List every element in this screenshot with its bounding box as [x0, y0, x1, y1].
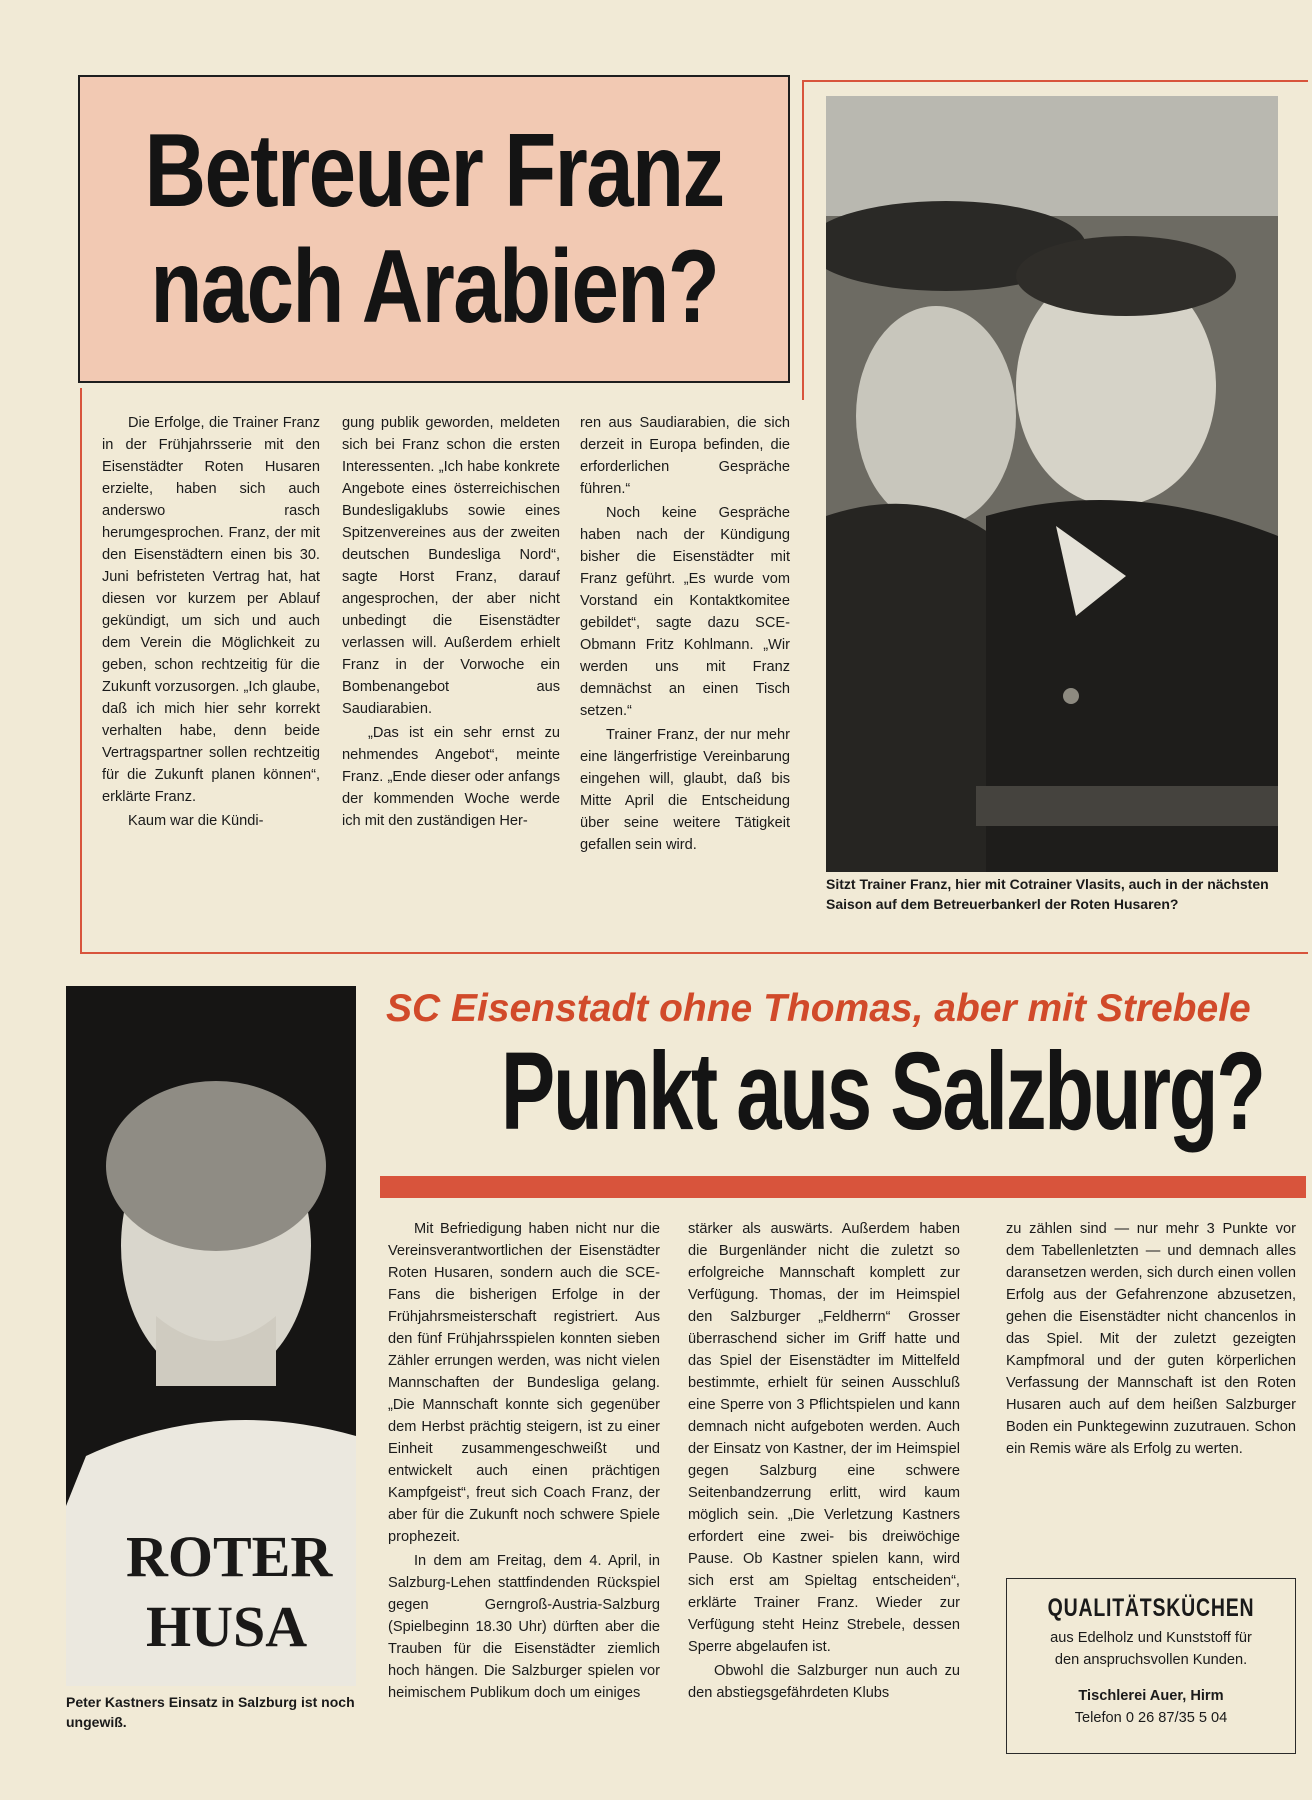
headline-red-bar [380, 1176, 1306, 1198]
ad-phone: Telefon 0 26 87/35 5 04 [1074, 1710, 1228, 1726]
shirt-text-line-2: HUSA [146, 1594, 308, 1659]
ad-title: QUALITÄTSKÜCHEN [1047, 1594, 1255, 1622]
paragraph: Kaum war die Kündi- [128, 813, 264, 829]
trainer-photo [826, 96, 1278, 872]
trainer-photo-caption: Sitzt Trainer Franz, hier mit Cotrainer Vlasits, auch in der nächsten Saison auf dem Betreuerbankerl der Roten Husaren? [826, 876, 1269, 912]
paragraph: gung publik geworden, meldeten sich bei Franz schon die ersten Interessenten. „Ich habe konkrete Angebote eines österreichischen Bundesligaklubs sowie eines Spitzenvereines aus der zweiten deutschen Bundesliga Nord“, sagte Horst Franz, darauf angesprochen, der aber nicht unbedingt die Eisenstädter verlassen will. Außerdem erhielt Franz in der Vorwoche ein Bombenangebot aus Saudiarabien. [342, 415, 560, 717]
article2-kicker: SC Eisenstadt ohne Thomas, aber mit Strebele [386, 987, 1251, 1030]
article1-column-1 [102, 412, 320, 832]
kastner-photo [66, 986, 356, 1686]
frame-rule-top [802, 80, 1308, 82]
paragraph: „Das ist ein sehr ernst zu nehmendes Angebot“, meinte Franz. „Ende dieser oder anfangs der kommenden Woche werde ich mit den zuständigen Her- [342, 725, 560, 829]
paragraph: Obwohl die Salzburger nun auch zu den abstiegsgefährdeten Klubs [688, 1663, 960, 1701]
kastner-photo-caption: Peter Kastners Einsatz in Salzburg ist noch ungewiß. [66, 1694, 355, 1730]
article2-column-3 [1006, 1218, 1296, 1460]
headline-line-1: Betreuer Franz [144, 112, 724, 229]
advertisement-box [1006, 1578, 1296, 1754]
trainer-photo-illustration [826, 96, 1278, 872]
headline-line-2: nach Arabien? [150, 229, 718, 345]
paragraph: In dem am Freitag, dem 4. April, in Salzburg-Lehen stattfindenden Rückspiel gegen Gerngroß-Austria-Salzburg (Spielbeginn 18.30 Uhr) dürften aber die Trauben für die Eisenstädter ziemlich hoch hängen. Die Salzburger spielen vor heimischem Publikum doch um einiges [388, 1553, 660, 1701]
paragraph: Noch keine Gespräche haben nach der Kündigung bisher die Eisenstädter mit Franz geführt. „Es wurde vom Vorstand ein Kontaktkomitee gebildet“, sagte dazu SCE-Obmann Fritz Kohlmann. „Wir werden uns mit Franz demnächst an einen Tisch setzen.“ [580, 505, 790, 719]
paragraph: Mit Befriedigung haben nicht nur die Vereinsverantwortlichen der Eisenstädter Roten Husaren, sondern auch die SCE-Fans die bisherigen Erfolge in der Frühjahrsmeisterschaft registriert. Aus den fünf Frühjahrsspielen konnten sieben Zähler errungen werden, was nicht vielen Mannschaften der Bundesliga gelang. „Die Mannschaft konnte sich gegenüber dem Herbst prächtig steigern, ist zu einer Einheit zusammengeschweißt und entwickelt auch einen prächtigen Kampfgeist“, freut sich Coach Franz, der aber für die Zukunft noch schwere Spiele prophezeit. [388, 1221, 660, 1545]
ad-company: Tischlerei Auer, Hirm [1078, 1688, 1224, 1704]
paragraph: zu zählen sind — nur mehr 3 Punkte vor dem Tabellenletzten — und demnach alles daransetzen werden, sich durch einen vollen Erfolg aus der Gefahrenzone abzusetzen, gehen die Eisenstädter nicht chancenlos in das Spiel. Mit der zuletzt gezeigten Kampfmoral und der guten körperlichen Verfassung der Mannschaft ist den Roten Husaren auch auf dem heißen Salzburger Boden ein Punktegewinn zuzutrauen. Schon ein Remis wäre als Erfolg zu werten. [1006, 1221, 1296, 1457]
paragraph: Die Erfolge, die Trainer Franz in der Frühjahrsserie mit den Eisenstädter Roten Husaren erzielte, haben sich auch anderswo rasch herumgesprochen. Franz, der mit den Eisenstädtern einen bis 30. Juni befristeten Vertrag hat, hat diesen vor kurzem per Ablauf gekündigt, um sich und auch dem Verein die Möglichkeit zu geben, schon rechtzeitig für die Zukunft vorzusorgen. „Ich glaube, daß ich mich hier sehr korrekt verhalten habe, denn beide Vertragspartner sollen rechtzeitig für die Zukunft planen können“, erklärte Franz. [102, 415, 320, 805]
frame-rule-left [80, 388, 82, 953]
shirt-text-line-1: ROTER [126, 1524, 333, 1589]
article2-column-2 [688, 1218, 960, 1704]
ad-line-1: aus Edelholz und Kunststoff für [1050, 1630, 1252, 1646]
frame-rule-left-upper [802, 80, 804, 400]
article2-headline: Punkt aus Salzburg? [500, 1030, 1264, 1153]
paragraph: Trainer Franz, der nur mehr eine längerfristige Vereinbarung eingehen will, glaubt, daß bis Mitte April die Entscheidung über seine weitere Tätigkeit gefallen sein wird. [580, 727, 790, 853]
kastner-photo-illustration [66, 986, 356, 1686]
frame-rule-bottom [80, 952, 1308, 954]
article1-column-2 [342, 412, 560, 832]
paragraph: stärker als auswärts. Außerdem haben die Burgenländer nicht die zuletzt so erfolgreiche Mannschaft komplett zur Verfügung. Thomas, der im Heimspiel den Salzburger „Feldherrn“ Grosser überraschend sicher im Griff hatte und das Spiel der Eisenstädter im Mittelfeld bestimmte, erhielt für seinen Ausschluß eine Sperre von 3 Pflichtspielen und kann demnach nicht aufgeboten werden. Auch der Einsatz von Kastner, der im Heimspiel gegen Salzburg eine schwere Seitenbandzerrung erlitt, wird kaum möglich sein. „Die Verletzung Kastners erfordert eine zwei- bis dreiwöchige Pause. Ob Kastner spielen kann, wird sich erst am Spieltag entscheiden“, erklärte Trainer Franz. Wieder zur Verfügung steht Heinz Strebele, dessen Sperre abgelaufen ist. [688, 1221, 960, 1655]
headline-box [78, 75, 790, 383]
paragraph: ren aus Saudiarabien, die sich derzeit in Europa befinden, die erforderlichen Gespräche führen.“ [580, 415, 790, 497]
article1-column-3 [580, 412, 790, 856]
article2-column-1 [388, 1218, 660, 1704]
ad-line-2: den anspruchsvollen Kunden. [1054, 1652, 1248, 1668]
